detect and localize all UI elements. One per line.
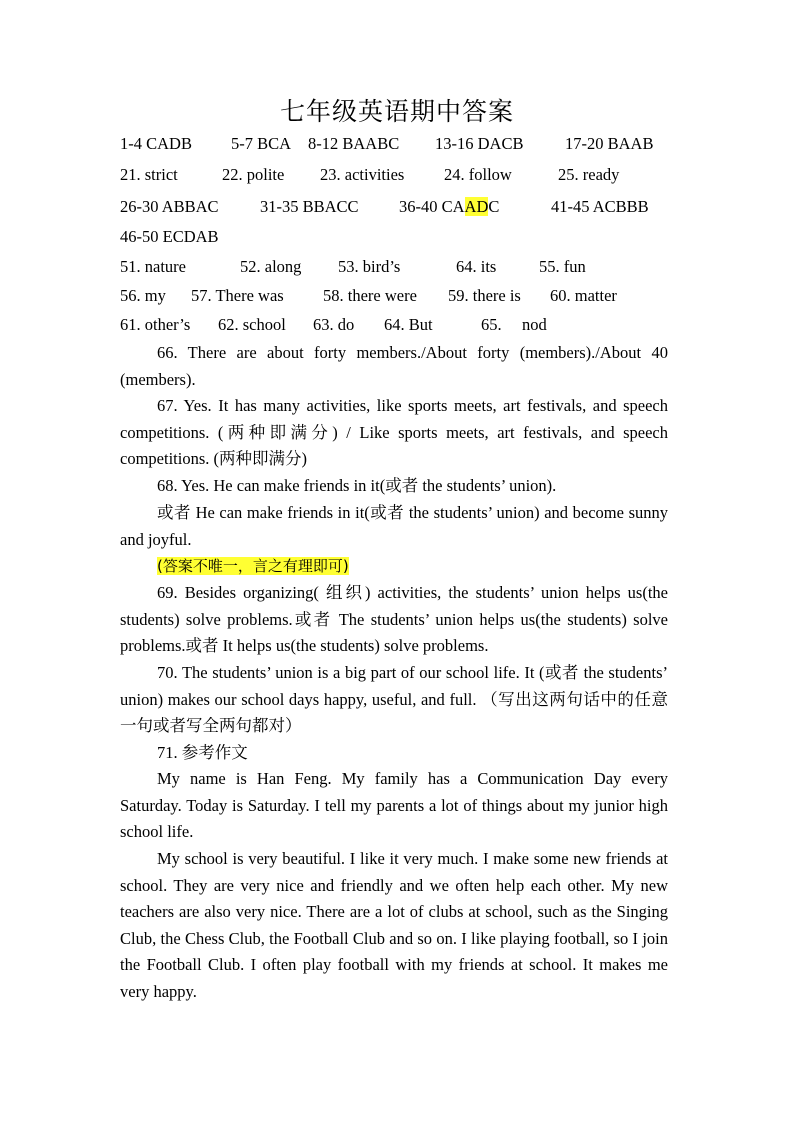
answer-68: 68. Yes. He can make friends in it(或者 the students’ union).	[157, 476, 557, 495]
answer-item: 53. bird’s	[338, 257, 401, 276]
answer-group: 31-35 BBACC	[260, 197, 359, 216]
answer-71-heading: 71. 参考作文	[157, 743, 248, 762]
essay-paragraph-2: My school is very beautiful. I like it very much. I make some new friends at school. They are very nice and friendly and we often help each other. My new teachers are also very nice. There are a lot of clubs at school, such as the Singing Club, the Chess Club, the Football Club and so on. I like playing football, so I join the Football Club. I often play football with my friends at school. It makes me very happy.	[120, 849, 668, 1001]
answer-item: 51. nature	[120, 257, 186, 276]
answer-66: 66. There are about forty members./About forty (members)./About 40 (members).	[120, 343, 668, 389]
answer-group: 1-4 CADB	[120, 134, 192, 153]
answer-group: 13-16 DACB	[435, 134, 524, 153]
answer-item: 57. There was	[191, 286, 284, 305]
answer-item: 62. school	[218, 315, 286, 334]
answer-item: 56. my	[120, 286, 166, 305]
answer-item: 23. activities	[320, 165, 405, 184]
answer-group: 8-12 BAABC	[308, 134, 400, 153]
answer-group: 46-50 ECDAB	[120, 227, 219, 246]
answer-68-alternative: 或者 He can make friends in it(或者 the students’ union) and become sunny and joyful.	[120, 503, 668, 549]
answer-item: 65.	[481, 315, 502, 334]
answer-group: 5-7 BCA	[231, 134, 292, 153]
answer-note	[120, 553, 668, 580]
answer-67: 67. Yes. It has many activities, like sports meets, art festivals, and speech competitions. (两种即满分) / Like sports meets, art festivals, and speech competitions. (两种即满分)	[120, 396, 668, 469]
page-title: 七年级英语期中答案	[279, 99, 514, 126]
answer-item: 25. ready	[558, 165, 620, 184]
answer-item: nod	[522, 315, 547, 334]
answer-item: 21. strict	[120, 165, 178, 184]
answer-item: 60. matter	[550, 286, 617, 305]
answer-69: 69. Besides organizing( 组织) activities, the students’ union helps us(the students) solve problems.或者 The students’ union helps us(the students) solve problems.或者 It helps us(the students) solve problems.	[120, 583, 668, 656]
answer-item: 64. But	[384, 315, 433, 334]
answer-item: 22. polite	[222, 165, 285, 184]
answer-item: 59. there is	[448, 286, 521, 305]
answer-group: 17-20 BAAB	[565, 134, 654, 153]
highlighted-answer: AD	[464, 197, 489, 216]
answer-item: 52. along	[240, 257, 302, 276]
highlighted-note: (答案不唯一，言之有理即可)	[157, 557, 349, 575]
answer-70: 70. The students’ union is a big part of our school life. It (或者 the students’ union) makes our school days happy, useful, and full. （写出这两句话中的任意一句或者写全两句都对）	[120, 663, 668, 736]
answer-group-36-40: 36-40 CAADC	[399, 197, 500, 216]
answer-item: 64. its	[456, 257, 497, 276]
answer-item: 24. follow	[444, 165, 512, 184]
answer-group: 26-30 ABBAC	[120, 197, 219, 216]
answer-group: 41-45 ACBBB	[551, 197, 649, 216]
essay-paragraph-1: My name is Han Feng. My family has a Communication Day every Saturday. Today is Saturday. I tell my parents a lot of things about my junior high school life.	[120, 769, 668, 842]
answer-item: 61. other’s	[120, 315, 191, 334]
answer-item: 58. there were	[323, 286, 417, 305]
answer-item: 63. do	[313, 315, 355, 334]
answer-item: 55. fun	[539, 257, 586, 276]
